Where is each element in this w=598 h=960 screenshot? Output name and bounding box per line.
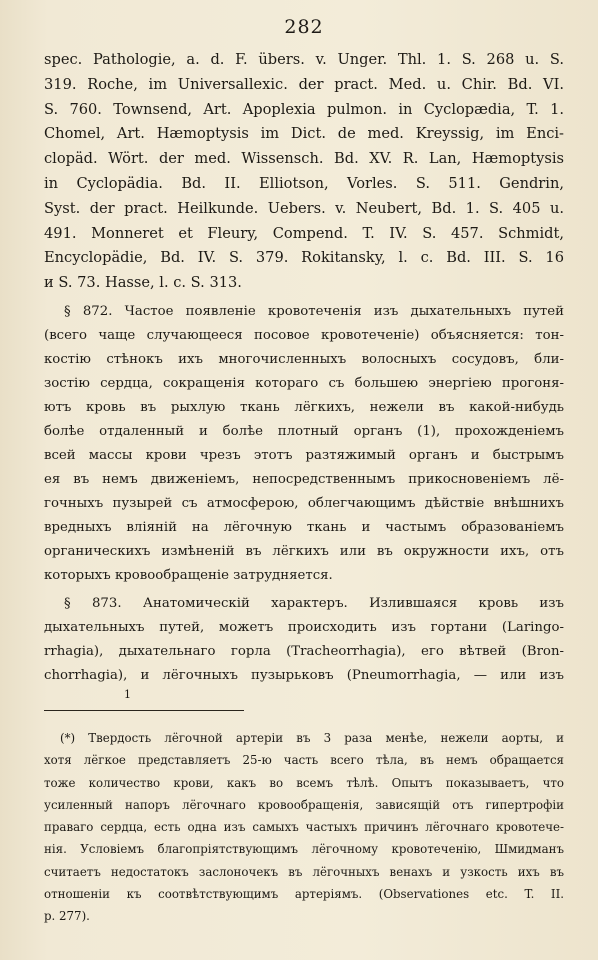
text-line: органическихъ измѣненій въ лёгкихъ или въ окружности ихъ, отъ [44, 543, 564, 559]
text-line: ея въ немъ движеніемъ, непосредственнымъ прикосновеніемъ лё- [44, 471, 564, 487]
text-line: усиленный напоръ лёгочнаго кровообращенія, зависящій отъ гипертрофіи [44, 797, 564, 812]
footnote [44, 727, 564, 928]
text-line: 319. Roche, im Universallexic. der pract. Med. u. Chir. Bd. VI. [44, 75, 564, 93]
text-line: (всего чаще случающееся посовое кровотеченіе) объясняется: тон- [44, 327, 564, 343]
text-line: clopäd. Wört. der med. Wissensch. Bd. XV. R. Lan, Hæmoptysis [44, 150, 564, 168]
text-line: Encyclopädie, Bd. IV. S. 379. Rokitansky, l. c. Bd. III. S. 16 [44, 249, 564, 267]
text-line: отношеніи къ соотвѣтствующимъ артеріямъ. (Observationes etc. T. II. [44, 887, 564, 902]
text-line: Syst. der pract. Heilkunde. Uebers. v. Neubert, Bd. 1. S. 405 u. [44, 199, 564, 217]
text-line: (*) Твердость лёгочной артеріи въ 3 раза менѣе, нежели аорты, и [60, 730, 564, 745]
text-line: S. 760. Townsend, Art. Apoplexia pulmon. in Cyclopædia, T. 1. [44, 100, 564, 118]
text-line: вредныхъ вліяній на лёгочную ткань и частымъ образованіемъ [44, 519, 564, 535]
section-872-paragraph [44, 300, 564, 588]
text-line: и S. 73. Hasse, l. c. S. 313. [44, 274, 242, 292]
text-line: болѣе отдаленный и болѣе плотный органъ (1), прохожденіемъ [44, 423, 564, 439]
text-line: зостію сердца, сокращенія котораго съ большею энергіею прогоня- [44, 375, 564, 391]
text-line: тоже количество крови, какъ во всемъ тѣлѣ. Опытъ показываетъ, что [44, 775, 564, 790]
text-line: которыхъ кровообращеніе затрудняется. [44, 567, 333, 583]
text-line: всей массы крови чрезъ этотъ разтяжимый органъ и быстрымъ [44, 447, 564, 463]
footnote-divider [44, 710, 244, 711]
text-line: rrhagia), дыхательнаго горла (Tracheorrhagia), его вѣтвей (Bron- [44, 643, 564, 659]
text-line: хотя лёгкое представляетъ 25-ю часть всего тѣла, въ немъ обращается [44, 753, 564, 768]
text-line: § 873. Анатомическій характеръ. Излившаяся кровь изъ [64, 595, 564, 611]
text-line: нія. Условіемъ благопріятствующимъ лёгочному кровотеченію, Шмидманъ [44, 842, 564, 857]
text-line: Chomel, Art. Hæmoptysis im Dict. de med. Kreyssig, im Enci- [44, 125, 564, 143]
text-line: костію стѣнокъ ихъ многочисленныхъ волосныхъ сосудовъ, бли- [44, 351, 564, 367]
text-line: 491. Monneret et Fleury, Compend. T. IV. S. 457. Schmidt, [44, 224, 564, 242]
text-line: гочныхъ пузырей съ атмосферою, облегчающимъ дѣйствіе внѣшнихъ [44, 495, 564, 511]
text-line: считаетъ недостатокъ заслоночекъ въ лёгочныхъ венахъ и узкость ихъ въ [44, 864, 564, 879]
text-line: p. 277). [44, 909, 90, 924]
footnote-continuation-marker [44, 688, 564, 706]
text-line: in Cyclopädia. Bd. II. Elliotson, Vorles. S. 511. Gendrin, [44, 174, 564, 192]
text-line: chorrhagia), и лёгочныхъ пузырьковъ (Pneumorrhagia, — или изъ [44, 667, 564, 683]
section-873-paragraph [44, 592, 564, 688]
text-line: праваго сердца, есть одна изъ самыхъ частыхъ причинъ лёгочнаго кровотече- [44, 820, 564, 835]
reference-list-continuation [44, 48, 564, 296]
page-number: 282 [284, 16, 324, 38]
text-line: spec. Pathologie, a. d. F. übers. v. Unger. Thl. 1. S. 268 u. S. [44, 51, 564, 68]
text-line: ютъ кровь въ рыхлую ткань лёгкихъ, нежели въ какой-нибудь [44, 399, 564, 415]
text-line: § 872. Частое появленіе кровотеченія изъ дыхательныхъ путей [64, 303, 564, 319]
text-line: дыхательныхъ путей, можетъ происходить изъ гортани (Laringo- [44, 619, 564, 635]
footnote-marker: 1 [124, 687, 131, 701]
